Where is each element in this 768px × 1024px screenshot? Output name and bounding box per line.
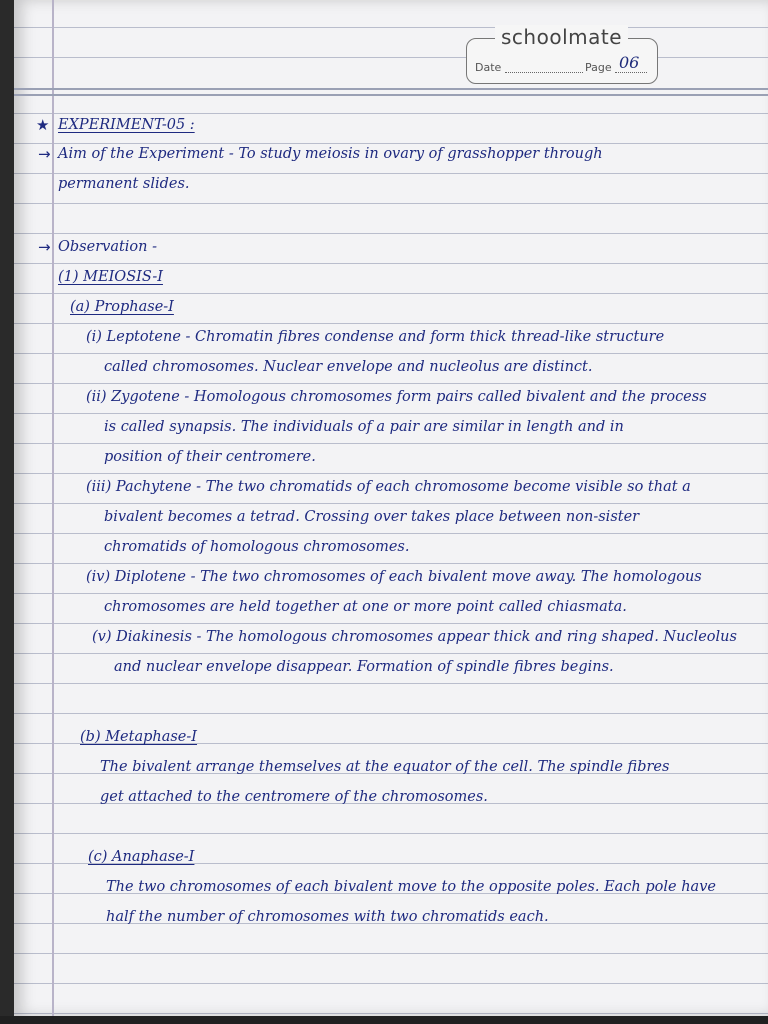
observation-heading: Observation - <box>58 239 158 255</box>
meiosis-heading: (1) MEIOSIS-I <box>58 269 163 285</box>
brand-header-box <box>466 25 658 84</box>
page-dots <box>615 72 647 73</box>
metaphase-line-1: The bivalent arrange themselves at the equator of the cell. The spindle fibres <box>100 759 670 775</box>
margin-line <box>52 0 54 1016</box>
diakinesis-line-2: and nuclear envelope disappear. Formation of spindle fibres begins. <box>114 659 614 675</box>
pachytene-line-1: (iii) Pachytene - The two chromatids of each chromosome become visible so that a <box>86 479 691 495</box>
zygotene-line-3: position of their centromere. <box>104 449 316 465</box>
star-bullet-icon: ★ <box>36 116 50 134</box>
experiment-heading: EXPERIMENT-05 : <box>58 117 195 133</box>
leptotene-line-2: called chromosomes. Nuclear envelope and nucleolus are distinct. <box>104 359 593 375</box>
brand-logo: schoolmate <box>495 25 628 49</box>
pachytene-line-3: chromatids of homologous chromosomes. <box>104 539 410 555</box>
diakinesis-line-1: (v) Diakinesis - The homologous chromosomes appear thick and ring shaped. Nucleolus <box>92 629 737 645</box>
table-edge <box>0 1016 768 1024</box>
anaphase-heading: (c) Anaphase-I <box>88 849 195 865</box>
zygotene-line-2: is called synapsis. The individuals of a pair are similar in length and in <box>104 419 624 435</box>
metaphase-line-2: get attached to the centromere of the chromosomes. <box>100 789 488 805</box>
aim-line-1: Aim of the Experiment - To study meiosis in ovary of grasshopper through <box>58 146 603 162</box>
top-rule <box>14 88 768 90</box>
arrow-bullet-icon: → <box>38 145 51 163</box>
page-number: 06 <box>619 53 640 72</box>
page-label: Page <box>585 61 612 74</box>
prophase-heading: (a) Prophase-I <box>70 299 174 315</box>
anaphase-line-1: The two chromosomes of each bivalent move to the opposite poles. Each pole have <box>106 879 716 895</box>
date-dots <box>505 72 583 73</box>
top-rule-second <box>14 94 768 96</box>
arrow-bullet-icon: → <box>38 238 51 256</box>
diplotene-line-1: (iv) Diplotene - The two chromosomes of each bivalent move away. The homologous <box>86 569 702 585</box>
pachytene-line-2: bivalent becomes a tetrad. Crossing over takes place between non-sister <box>104 509 640 525</box>
date-label: Date <box>475 61 502 74</box>
metaphase-heading: (b) Metaphase-I <box>80 729 198 745</box>
anaphase-line-2: half the number of chromosomes with two chromatids each. <box>106 909 549 925</box>
zygotene-line-1: (ii) Zygotene - Homologous chromosomes form pairs called bivalent and the process <box>86 389 707 405</box>
diplotene-line-2: chromosomes are held together at one or more point called chiasmata. <box>104 599 627 615</box>
leptotene-line-1: (i) Leptotene - Chromatin fibres condense and form thick thread-like structure <box>86 329 665 345</box>
notebook-page <box>14 0 768 1016</box>
aim-line-2: permanent slides. <box>58 176 190 192</box>
